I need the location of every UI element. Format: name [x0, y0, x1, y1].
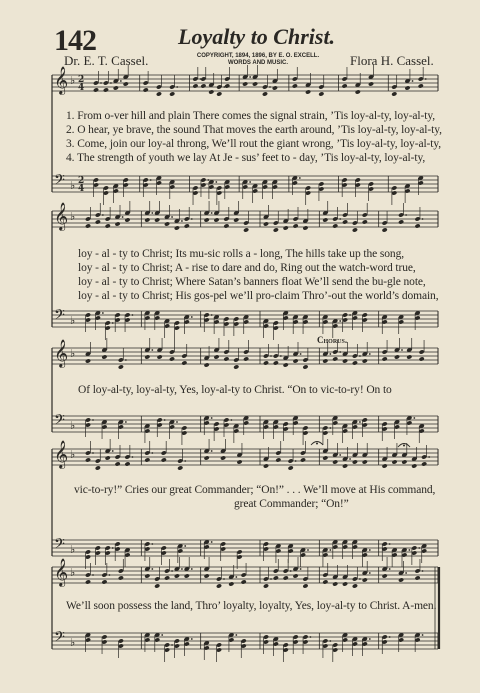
verse-2-line: 2. O hear, ye brave, the sound That moves the earth around, ’Tis loy-al-ty, loy-al-ty,: [66, 124, 442, 136]
dot-marking: [151, 568, 153, 570]
note-head: [305, 89, 311, 94]
note-head: [223, 223, 229, 228]
dot-marking: [369, 549, 371, 551]
dot-marking: [389, 568, 391, 570]
dot-marking: [164, 419, 166, 421]
note-head: [283, 575, 289, 580]
dot-marking: [125, 359, 127, 361]
note-head: [241, 579, 247, 584]
note-head: [85, 579, 91, 584]
dot-marking: [405, 572, 407, 574]
note-head: [223, 356, 229, 361]
note-head: [342, 219, 348, 224]
note-head: [302, 583, 308, 588]
dot-marking: [422, 218, 424, 220]
note-head: [293, 358, 299, 363]
note-head: [342, 581, 348, 586]
dot-marking: [92, 419, 94, 421]
dot-marking: [369, 638, 371, 640]
note-head: [144, 573, 150, 578]
dot-marking: [369, 572, 371, 574]
dot-marking: [235, 576, 237, 578]
dot-marking: [184, 545, 186, 547]
note-head: [243, 227, 249, 232]
dot-marking: [181, 568, 183, 570]
note-head: [169, 91, 175, 96]
note-head: [394, 354, 400, 359]
note-head: [161, 457, 167, 462]
note-head: [302, 364, 308, 369]
dot-marking: [413, 417, 415, 419]
note-head: [233, 364, 239, 369]
note-head: [404, 85, 410, 90]
note-head: [156, 91, 162, 96]
copyright-line: COPYRIGHT, 1894, 1896, BY E. O. EXCELL.: [196, 53, 320, 59]
note-head: [275, 457, 281, 462]
dot-marking: [300, 353, 302, 355]
dot-marking: [290, 570, 292, 572]
dot-marking: [120, 80, 122, 82]
dot-marking: [122, 216, 124, 218]
flat-icon: ♭: [70, 347, 76, 360]
note-head: [204, 573, 210, 578]
dot-marking: [211, 314, 213, 316]
note-head: [208, 89, 214, 94]
chorus-label: Chorus.: [317, 335, 348, 345]
note-head: [101, 354, 107, 359]
dot-marking: [307, 549, 309, 551]
treble-clef-icon: 𝄞: [54, 558, 69, 586]
hymn-title: Loyalty to Christ.: [178, 24, 336, 49]
note-head: [216, 583, 222, 588]
note-head: [414, 223, 420, 228]
dot-marking: [300, 568, 302, 570]
note-head: [391, 91, 397, 96]
note-head: [85, 223, 91, 228]
note-head: [300, 457, 306, 462]
dot-marking: [249, 181, 251, 183]
verse-4-line: loy - al - ty to Christ; His gos-pel we’ll pro-claim Thro’-out the world’s domain,: [78, 290, 439, 302]
dot-marking: [132, 314, 134, 316]
dot-marking: [151, 349, 153, 351]
verse-2-line: loy - al - ty to Christ; A - rise to dare and do, Ring out the watch-word true,: [78, 262, 416, 274]
dot-marking: [184, 460, 186, 462]
note-head: [181, 360, 187, 365]
note-head: [322, 358, 328, 363]
note-head: [362, 358, 368, 363]
note-head: [174, 573, 180, 578]
note-head: [263, 221, 269, 226]
dot-marking: [191, 638, 193, 640]
note-head: [398, 219, 404, 224]
note-head: [236, 459, 242, 464]
dot-marking: [92, 452, 94, 454]
dot-marking: [125, 421, 127, 423]
dot-marking: [171, 644, 173, 646]
note-head: [382, 573, 388, 578]
note-head: [242, 81, 248, 86]
dot-marking: [418, 547, 420, 549]
note-head: [95, 219, 101, 224]
time-signature: 4: [78, 83, 85, 93]
dot-marking: [389, 543, 391, 545]
note-head: [352, 583, 358, 588]
dot-marking: [112, 322, 114, 324]
dot-marking: [339, 351, 341, 353]
note-head: [200, 83, 206, 88]
flat-icon: ♭: [70, 210, 76, 223]
note-head: [293, 223, 299, 228]
dot-marking: [215, 181, 217, 183]
dot-marking: [270, 578, 272, 580]
dot-marking: [110, 82, 112, 84]
note-head: [184, 223, 190, 228]
dot-marking: [389, 636, 391, 638]
flat-icon: ♭: [70, 314, 76, 327]
dot-marking: [191, 568, 193, 570]
dot-marking: [349, 458, 351, 460]
note-head: [144, 354, 150, 359]
flat-icon: ♭: [70, 419, 76, 432]
dot-marking: [339, 218, 341, 220]
note-head: [143, 87, 149, 92]
dot-marking: [422, 570, 424, 572]
note-head: [406, 354, 412, 359]
note-head: [293, 573, 299, 578]
note-head: [322, 455, 328, 460]
dot-marking: [369, 353, 371, 355]
dot-marking: [112, 450, 114, 452]
note-head: [273, 360, 279, 365]
dot-marking: [310, 636, 312, 638]
dot-marking: [211, 212, 213, 214]
note-head: [273, 575, 279, 580]
note-head: [362, 219, 368, 224]
treble-clef-icon: 𝄞: [54, 440, 69, 468]
dot-marking: [150, 179, 152, 181]
treble-clef-icon: 𝄞: [54, 339, 69, 367]
dot-marking: [112, 547, 114, 549]
dot-marking: [92, 574, 94, 576]
note-head: [101, 579, 107, 584]
note-head: [252, 81, 258, 86]
note-head: [322, 579, 328, 584]
note-head: [418, 83, 424, 88]
time-signature: 4: [78, 184, 85, 194]
dot-marking: [176, 86, 178, 88]
copyright-line: WORDS AND MUSIC.: [227, 60, 289, 66]
dot-marking: [100, 82, 102, 84]
note-head: [292, 83, 298, 88]
note-head: [263, 583, 269, 588]
dot-marking: [102, 312, 104, 314]
bass-clef-icon: 𝄢: [54, 412, 65, 432]
note-head: [85, 358, 91, 363]
note-head: [421, 461, 427, 466]
note-head: [342, 463, 348, 468]
dot-marking: [401, 349, 403, 351]
flat-icon: ♭: [70, 74, 76, 87]
bass-clef-icon: 𝄢: [54, 172, 65, 192]
note-head: [85, 457, 91, 462]
note-head: [332, 223, 338, 228]
dot-marking: [359, 355, 361, 357]
fermata-icon: [316, 443, 318, 445]
note-head: [233, 217, 239, 222]
time-signature: 2: [78, 75, 85, 85]
note-head: [213, 217, 219, 222]
note-head: [362, 577, 368, 582]
flat-icon: ♭: [70, 566, 76, 579]
note-head: [115, 221, 121, 226]
note-head: [184, 573, 190, 578]
note-head: [391, 459, 397, 464]
note-head: [93, 87, 99, 92]
note-head: [144, 457, 150, 462]
note-head: [115, 461, 121, 466]
dot-marking: [270, 355, 272, 357]
dot-marking: [211, 417, 213, 419]
dot-marking: [191, 316, 193, 318]
note-head: [332, 581, 338, 586]
note-head: [154, 217, 160, 222]
time-signature: 2: [78, 176, 85, 186]
note-head: [352, 360, 358, 365]
dot-marking: [151, 452, 153, 454]
dot-marking: [191, 218, 193, 220]
note-head: [382, 356, 388, 361]
note-head: [341, 83, 347, 88]
dot-marking: [339, 454, 341, 456]
dot-marking: [223, 578, 225, 580]
note-head: [216, 91, 222, 96]
note-head: [174, 225, 180, 230]
note-head: [213, 354, 219, 359]
note-head: [164, 575, 170, 580]
dot-marking: [359, 578, 361, 580]
chorus-line: Of loy-al-ty, loy-al-ty, Yes, loy-al-ty to Christ. “On to vic-to-ry! On to: [78, 384, 392, 396]
dot-marking: [359, 421, 361, 423]
note-head: [224, 83, 230, 88]
note-head: [352, 227, 358, 232]
note-head: [411, 463, 417, 468]
note-head: [355, 89, 361, 94]
chorus-alt-line: great Commander; “On!”: [234, 498, 349, 510]
note-head: [288, 465, 294, 470]
note-head: [204, 217, 210, 222]
dot-marking: [181, 220, 183, 222]
treble-clef-icon: 𝄞: [54, 66, 69, 94]
dot-marking: [280, 355, 282, 357]
note-head: [332, 356, 338, 361]
dot-marking: [211, 541, 213, 543]
flat-icon: ♭: [70, 179, 76, 192]
chorus-line: vic-to-ry!” Cries our great Commander; “On!” . . . We’ll move at His command,: [74, 484, 436, 496]
verse-1-line: 1. From o-ver hill and plain There comes the signal strain, ’Tis loy-al-ty, loy-al-ty,: [66, 110, 436, 122]
bass-clef-icon: 𝄢: [54, 307, 65, 327]
note-head: [382, 463, 388, 468]
note-head: [169, 356, 175, 361]
flat-icon: ♭: [70, 448, 76, 461]
note-head: [262, 91, 268, 96]
treble-clef-icon: 𝄞: [54, 202, 69, 230]
dot-marking: [409, 549, 411, 551]
dot-marking: [231, 419, 233, 421]
dot-marking: [329, 427, 331, 429]
dot-marking: [299, 177, 301, 179]
note-head: [177, 465, 183, 470]
note-head: [352, 459, 358, 464]
dot-marking: [102, 214, 104, 216]
note-head: [414, 575, 420, 580]
dot-marking: [425, 78, 427, 80]
note-head: [398, 577, 404, 582]
lyricist-credit: Flora H. Cassel.: [350, 53, 434, 68]
dot-marking: [171, 570, 173, 572]
dot-marking: [211, 450, 213, 452]
dot-marking: [422, 634, 424, 636]
flat-icon: ♭: [70, 636, 76, 649]
note-head: [204, 362, 210, 367]
dot-marking: [428, 456, 430, 458]
dot-marking: [207, 179, 209, 181]
dot-marking: [176, 421, 178, 423]
dot-marking: [269, 86, 271, 88]
dot-marking: [249, 76, 251, 78]
note-head: [123, 81, 129, 86]
dot-marking: [132, 456, 134, 458]
note-head: [302, 225, 308, 230]
note-head: [113, 85, 119, 90]
chorus-line: We’ll soon possess the land, Thro’ loyalty, loyalty, Yes, loy-al-ty to Christ. A-men.: [66, 600, 437, 612]
dot-marking: [171, 216, 173, 218]
verse-3-line: loy - al - ty to Christ; Where Satan’s banners float We’ll send the bu-gle note,: [78, 276, 426, 288]
composer-credit: Dr. E. T. Cassel.: [64, 53, 149, 68]
bass-clef-icon: 𝄢: [54, 536, 65, 556]
fermata-icon: [403, 445, 405, 447]
note-head: [322, 217, 328, 222]
note-head: [382, 227, 388, 232]
verse-3-line: 3. Come, join our loy-al throng, We’ll rout the giant wrong, ’Tis loy-al-ty, loy-al-ty,: [66, 138, 442, 150]
note-head: [118, 575, 124, 580]
note-head: [263, 463, 269, 468]
note-head: [368, 81, 374, 86]
note-head: [103, 87, 109, 92]
flat-icon: ♭: [70, 543, 76, 556]
dot-marking: [295, 460, 297, 462]
dot-marking: [161, 634, 163, 636]
note-head: [362, 459, 368, 464]
dot-marking: [349, 314, 351, 316]
dot-marking: [329, 549, 331, 551]
note-head: [204, 455, 210, 460]
note-head: [164, 221, 170, 226]
note-head: [154, 583, 160, 588]
dot-marking: [151, 212, 153, 214]
note-head: [401, 459, 407, 464]
dot-marking: [235, 634, 237, 636]
dot-marking: [151, 543, 153, 545]
note-head: [124, 217, 130, 222]
note-head: [243, 356, 249, 361]
note-head: [332, 459, 338, 464]
dot-marking: [412, 80, 414, 82]
dot-marking: [339, 320, 341, 322]
note-head: [283, 225, 289, 230]
note-head: [273, 227, 279, 232]
bass-clef-icon: 𝄢: [54, 629, 65, 649]
note-head: [124, 461, 130, 466]
note-head: [228, 581, 234, 586]
note-head: [318, 91, 324, 96]
dot-marking: [405, 214, 407, 216]
verse-1-line: loy - al - ty to Christ; Its mu-sic rolls a - long, The hills take up the song,: [78, 248, 404, 260]
note-head: [419, 356, 425, 361]
note-head: [272, 85, 278, 90]
note-head: [220, 455, 226, 460]
note-head: [105, 455, 111, 460]
note-head: [263, 360, 269, 365]
note-head: [105, 223, 111, 228]
dot-marking: [329, 353, 331, 355]
note-head: [342, 358, 348, 363]
hymn-number: 142: [54, 24, 96, 57]
note-head: [118, 364, 124, 369]
note-head: [157, 354, 163, 359]
verse-4-line: 4. The strength of youth we lay At Je - sus’ feet to - day, ’Tis loy-al-ty, loy-al-ty,: [66, 152, 426, 164]
note-head: [95, 465, 101, 470]
note-head: [144, 217, 150, 222]
dot-marking: [109, 574, 111, 576]
dot-marking: [329, 640, 331, 642]
note-head: [283, 362, 289, 367]
note-head: [192, 83, 198, 88]
